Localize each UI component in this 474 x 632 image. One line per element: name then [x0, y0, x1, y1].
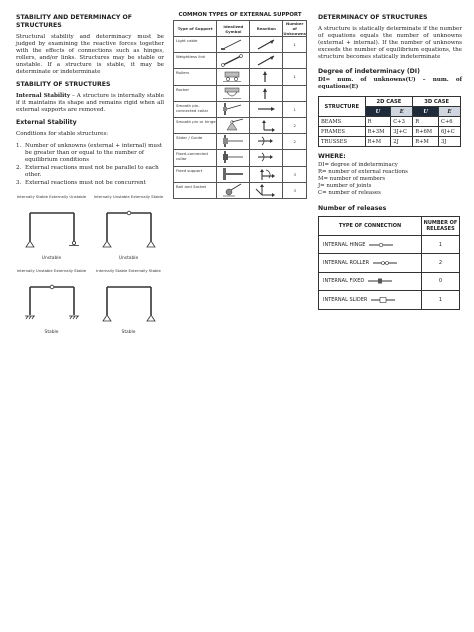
condition-item: [16, 143, 164, 164]
support-name: Rocker: [174, 85, 217, 101]
frame-caption: Internally Stable Externally Stable: [96, 268, 161, 273]
idealized-symbol-cell: [217, 69, 250, 85]
idealized-symbol-cell: [217, 150, 250, 166]
reaction-cell: [250, 53, 283, 69]
support-name: Smooth pin or hinge: [174, 117, 217, 133]
condition-text: External reactions must not be concurrent: [25, 180, 146, 186]
condition-text: External reactions must not be parallel to each other.: [25, 165, 159, 178]
ball-socket-symbol-icon: [217, 183, 249, 197]
table-row: [319, 127, 461, 137]
conditions-intro: Conditions for stable structures:: [16, 131, 109, 137]
fixed-collar-symbol-icon: [217, 150, 249, 164]
condition-number: 3.: [16, 180, 22, 186]
frame-caption: Internally Stable Externally Unstable: [16, 194, 87, 199]
header-u: U: [365, 107, 391, 117]
unknowns-count: 3: [283, 182, 307, 198]
cell-value: R+6M: [413, 127, 439, 137]
header-type-of-support: Type of Support: [174, 21, 217, 37]
header-u: U: [413, 107, 439, 117]
support-name: Slider / Guide: [174, 134, 217, 150]
table-row: [319, 117, 461, 127]
cell-value: R+3M: [365, 127, 391, 137]
release-count: 2: [422, 254, 460, 272]
cell-value: 3J+C: [391, 127, 413, 137]
cable-symbol-icon: [217, 37, 249, 51]
frame-caption: Internally Unstable Externally Stable: [93, 194, 164, 199]
header-number-of-releases: NUMBER OF RELEASES: [422, 217, 460, 236]
reaction-arrow-icon: [250, 183, 282, 197]
table-header-row: [319, 217, 460, 236]
table-row: [319, 272, 460, 290]
idealized-symbol-cell: [217, 37, 250, 53]
definition-item: R= number of external reactions: [318, 169, 408, 175]
unknowns-count: 2: [283, 117, 307, 133]
idealized-symbol-cell: [217, 166, 250, 182]
connection-name: INTERNAL FIXED: [323, 278, 365, 285]
internal-hinge-icon: [369, 242, 393, 248]
frame-verdict: Unstable: [41, 256, 62, 261]
unknowns-count: 1: [283, 37, 307, 53]
collar-symbol-icon: [217, 102, 249, 116]
release-count: 1: [422, 291, 460, 309]
connection-cell: [319, 254, 422, 272]
heading-where: WHERE:: [318, 153, 346, 160]
frame-examples: [16, 195, 164, 335]
heading-degree-of-indeterminacy: Degree of indeterminacy (DI): [318, 68, 420, 75]
table-header-row: [319, 97, 461, 107]
supports-table: [173, 20, 307, 199]
support-name: Ball and Socket: [174, 182, 217, 198]
frame-diagram-icon: [99, 205, 159, 255]
frame-example: [93, 269, 164, 335]
table-row: [319, 254, 460, 272]
cell-value: C+3: [391, 117, 413, 127]
cell-value: 2J: [391, 137, 413, 147]
column-determinacy: [318, 14, 462, 310]
frame-example: [93, 195, 164, 261]
reaction-arrow-icon: [250, 53, 282, 67]
frame-verdict: Stable: [44, 330, 59, 335]
table-row: [174, 150, 307, 166]
header-number-of-unknowns: Number of Unknowns: [283, 21, 306, 36]
definition-item: J= number of joints: [318, 183, 372, 189]
unknowns-count: 1: [283, 69, 307, 85]
header-e: E: [438, 107, 460, 117]
frame-caption: Internally Unstable Externally Stable: [16, 268, 87, 273]
structure-name: FRAMES: [319, 127, 366, 137]
reaction-arrow-icon: [250, 86, 282, 100]
section-title-stability: STABILITY AND DETERMINACY OF STRUCTURES: [16, 14, 133, 29]
cell-value: C+6: [438, 117, 460, 127]
hinge-symbol-icon: [217, 118, 249, 132]
table-row: [174, 134, 307, 150]
idealized-symbol-cell: [217, 134, 250, 150]
connection-cell: [319, 291, 422, 309]
cell-value: 3J: [438, 137, 460, 147]
support-name: Fixed-connected collar: [174, 150, 217, 166]
condition-text: Number of unknowns (external + internal) must be greater than or equal to the number of equilibrium conditions: [25, 143, 163, 163]
header-idealized-symbol: Idealized Symbol: [217, 21, 250, 37]
condition-number: 2.: [16, 165, 22, 171]
internal-stability-term: Internal Stability: [16, 93, 71, 99]
reaction-arrow-icon: [250, 69, 282, 83]
idealized-symbol-cell: [217, 117, 250, 133]
supports-table-body: [174, 37, 307, 199]
definition-item: C= number of releases: [318, 190, 381, 196]
reaction-cell: [250, 37, 283, 53]
table-row: [174, 166, 307, 182]
header-3d-case: 3D CASE: [413, 97, 461, 107]
reaction-cell: [250, 182, 283, 198]
column-stability: [16, 14, 164, 335]
unknowns-count: [283, 85, 307, 101]
table-row: [174, 182, 307, 198]
reaction-cell: [250, 134, 283, 150]
header-type-of-connection: TYPE OF CONNECTION: [319, 217, 422, 236]
heading-number-of-releases: Number of releases: [318, 205, 387, 212]
idealized-symbol-cell: [217, 53, 250, 69]
determinacy-table: [318, 96, 461, 147]
slider-symbol-icon: [217, 134, 249, 148]
connection-name: INTERNAL HINGE: [323, 241, 366, 248]
frame-diagram-icon: [99, 279, 159, 329]
reaction-arrow-icon: [250, 37, 282, 51]
definition-item: DI= degree of indeterminacy: [318, 162, 398, 168]
releases-table: [318, 216, 460, 310]
internal-roller-icon: [373, 260, 397, 266]
support-name: Fixed support: [174, 166, 217, 182]
section-title-determinacy: DETERMINACY OF STRUCTURES: [318, 14, 428, 21]
frame-example: [16, 195, 87, 261]
definitions-list: [318, 162, 462, 197]
determinacy-paragraph: A structure is statically determinate if the number of equations equals the number of unknowns (external + internal). If the number of unknowns exceeds the number of equilibrium equations, the structure becomes statically indeterminate: [318, 26, 462, 60]
condition-item: [16, 165, 164, 179]
heading-external-stability: External Stability: [16, 119, 77, 126]
connection-name: INTERNAL ROLLER: [323, 260, 370, 267]
support-name: Smooth pin-connected collar: [174, 101, 217, 117]
structure-name: TRUSSES: [319, 137, 366, 147]
intro-paragraph: Structural stability and determinacy must be judged by examining the reactive forces together with the effects of connections such as hinges, rollers, and/or links. Structures may be stable or unstable. If a structure is stable, it may be determinate or indeterminate: [16, 34, 164, 75]
table-row: [319, 291, 460, 309]
table-header-row: [174, 21, 307, 37]
roller-symbol-icon: [217, 69, 249, 83]
rocker-symbol-icon: [217, 86, 249, 100]
reaction-cell: [250, 150, 283, 166]
reaction-cell: [250, 85, 283, 101]
reaction-arrow-icon: [250, 134, 282, 148]
frame-verdict: Stable: [121, 330, 136, 335]
cell-value: R: [365, 117, 391, 127]
header-structure: STRUCTURE: [319, 97, 366, 117]
frame-verdict: Unstable: [118, 256, 139, 261]
table-row: [174, 85, 307, 101]
internal-slider-icon: [371, 297, 395, 303]
internal-stability-paragraph: [16, 93, 164, 114]
idealized-symbol-cell: [217, 182, 250, 198]
unknowns-count: [283, 150, 307, 166]
frame-diagram-icon: [22, 205, 82, 255]
release-count: 0: [422, 272, 460, 290]
definition-item: M= number of members: [318, 176, 386, 182]
reaction-arrow-icon: [250, 102, 282, 116]
internal-stability-text: – A structure is internally stable if it maintains its shape and remains rigid when all external supports are removed.: [16, 93, 165, 113]
header-e: E: [391, 107, 413, 117]
internal-fixed-icon: [368, 278, 392, 284]
conditions-list: [16, 143, 164, 187]
connection-name: INTERNAL SLIDER: [323, 296, 368, 303]
table-row: [174, 53, 307, 69]
heading-stability-of-structures: STABILITY OF STRUCTURES: [16, 81, 111, 88]
connection-cell: [319, 236, 422, 254]
reaction-arrow-icon: [250, 150, 282, 164]
cell-value: R: [413, 117, 439, 127]
support-name: Rollers: [174, 69, 217, 85]
idealized-symbol-cell: [217, 101, 250, 117]
table-row: [174, 101, 307, 117]
condition-item: [16, 180, 164, 187]
unknowns-count: [283, 53, 307, 69]
idealized-symbol-cell: [217, 85, 250, 101]
reaction-cell: [250, 117, 283, 133]
reaction-arrow-icon: [250, 167, 282, 181]
cell-value: 6J+C: [438, 127, 460, 137]
column-supports: [170, 14, 310, 199]
support-name: Light cable: [174, 37, 217, 53]
supports-table-title: COMMON TYPES OF EXTERNAL SUPPORT: [178, 12, 302, 18]
link-symbol-icon: [217, 53, 249, 67]
table-row: [319, 236, 460, 254]
unknowns-count: 3: [283, 166, 307, 182]
reaction-cell: [250, 101, 283, 117]
header-2d-case: 2D CASE: [365, 97, 413, 107]
table-row: [319, 137, 461, 147]
support-name: Weightless link: [174, 53, 217, 69]
release-count: 1: [422, 236, 460, 254]
reaction-cell: [250, 166, 283, 182]
cell-value: R+M: [413, 137, 439, 147]
frame-example: [16, 269, 87, 335]
reaction-arrow-icon: [250, 118, 282, 132]
unknowns-count: 2: [283, 134, 307, 150]
unknowns-count: 1: [283, 101, 307, 117]
frame-diagram-icon: [22, 279, 82, 329]
table-row: [174, 69, 307, 85]
cell-value: R+M: [365, 137, 391, 147]
structure-name: BEAMS: [319, 117, 366, 127]
header-reaction: Reaction: [250, 21, 283, 37]
condition-number: 1.: [16, 143, 22, 149]
table-row: [174, 37, 307, 53]
di-formula: DI= num. of unknowns(U) – num. of equations(E): [318, 77, 462, 90]
connection-cell: [319, 272, 422, 290]
fixed-support-symbol-icon: [217, 167, 249, 181]
table-row: [174, 117, 307, 133]
reaction-cell: [250, 69, 283, 85]
